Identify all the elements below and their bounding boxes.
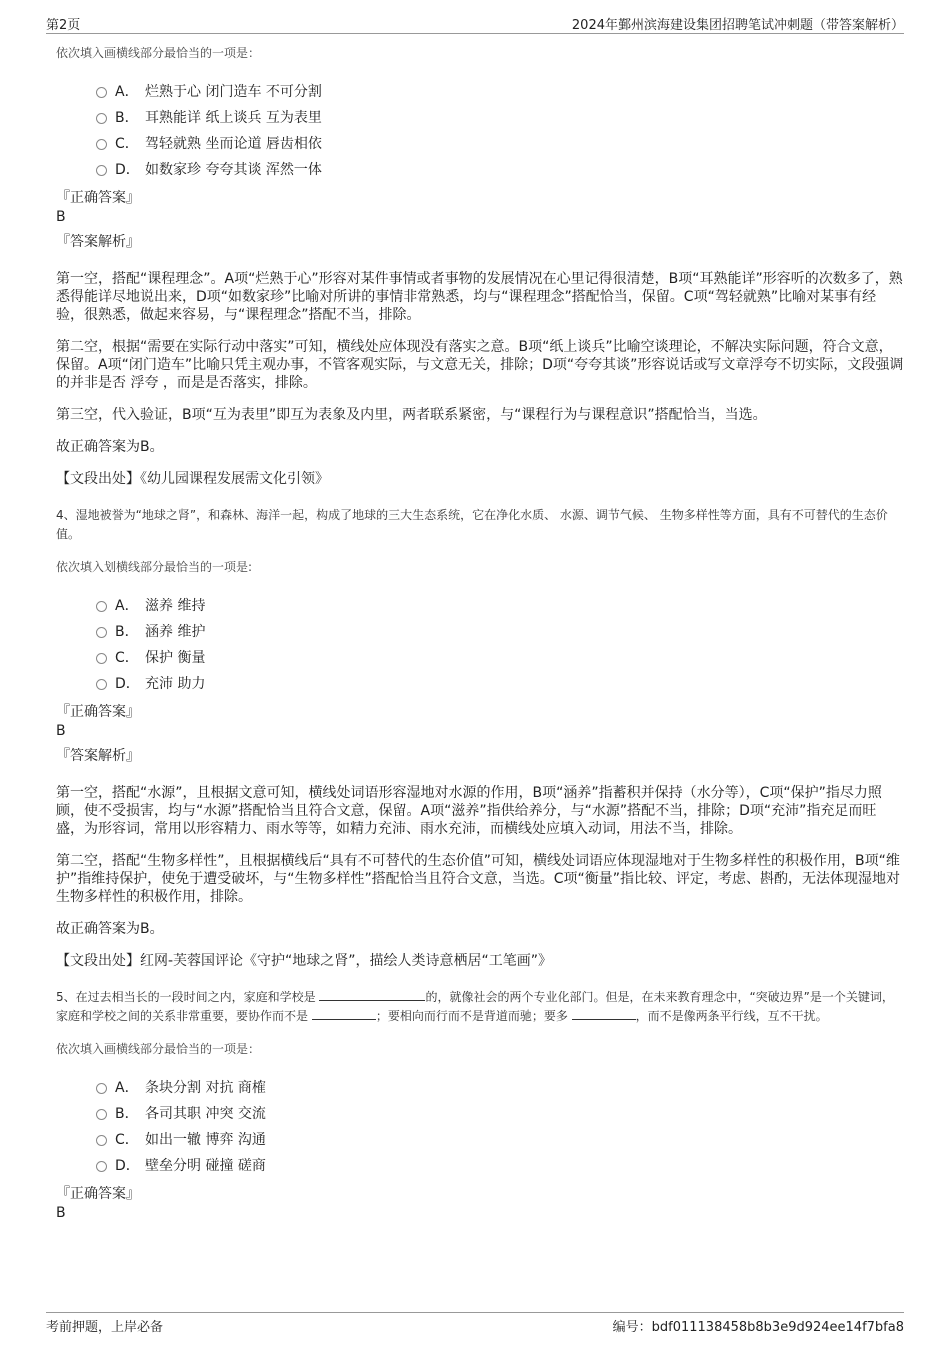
answer-label: 『正确答案』 bbox=[56, 704, 140, 720]
footer-slogan: 考前押题，上岸必备 bbox=[46, 1320, 164, 1335]
analysis-paragraph: 第二空，根据“需要在实际行动中落实”可知，横线处应体现没有落实之意。B项“纸上谈兵”比喻空谈理论，不解决实际问题，符合文意，保留。A项“闭门造车”比喻只凭主观办事，不管客观实际，与文意无关，排除；D项“夸夸其谈”形容说话或写文章浮夸不切实际，文段强调的并非是否 浮夸 ，而是是否落实，排除。 bbox=[56, 339, 904, 391]
answer-label: 『正确答案』 bbox=[56, 190, 140, 206]
analysis-paragraph: 第三空，代入验证，B项“互为表里”即互为表象及内里，两者联系紧密，与“课程行为与课程意识”搭配恰当，当选。 bbox=[56, 407, 767, 423]
option-c[interactable] bbox=[96, 644, 904, 670]
option-text: 驾轻就熟 坐而论道 唇齿相依 bbox=[145, 136, 322, 152]
option-a[interactable] bbox=[96, 78, 904, 104]
radio-icon[interactable] bbox=[96, 1083, 107, 1094]
question-text: 4、湿地被誉为“地球之肾”，和森林、海洋一起，构成了地球的三大生态系统，它在净化水质、 水源、调节气候、 生物多样性等方面，具有不可替代的生态价值。 bbox=[56, 508, 888, 541]
option-b[interactable] bbox=[96, 104, 904, 130]
option-a[interactable] bbox=[96, 592, 904, 618]
option-text: 如数家珍 夸夸其谈 浑然一体 bbox=[145, 162, 322, 178]
option-list bbox=[96, 78, 904, 182]
option-c[interactable] bbox=[96, 1126, 904, 1152]
option-key: B． bbox=[115, 1106, 139, 1122]
option-key: A． bbox=[115, 598, 139, 614]
option-text: 涵养 维护 bbox=[145, 624, 206, 640]
option-key: D． bbox=[115, 1158, 140, 1174]
answer-value: B bbox=[56, 723, 66, 739]
answer-value: B bbox=[56, 1205, 66, 1221]
radio-icon[interactable] bbox=[96, 1161, 107, 1172]
option-key: C． bbox=[115, 136, 139, 152]
question-text-part: ，而不是像两条平行线，互不干扰。 bbox=[635, 1009, 828, 1023]
document-id: 编号：bdf011138458b8b3e9d924ee14f7bfa8 bbox=[612, 1320, 904, 1335]
question-text-part: 5、在过去相当长的一段时间之内，家庭和学校是 bbox=[56, 990, 320, 1004]
radio-icon[interactable] bbox=[96, 1109, 107, 1120]
option-text: 耳熟能详 纸上谈兵 互为表里 bbox=[145, 110, 322, 126]
question-prompt: 依次填入画横线部分最恰当的一项是： bbox=[56, 46, 261, 60]
option-d[interactable] bbox=[96, 156, 904, 182]
option-c[interactable] bbox=[96, 130, 904, 156]
option-d[interactable] bbox=[96, 670, 904, 696]
option-text: 壁垒分明 碰撞 磋商 bbox=[145, 1158, 266, 1174]
option-list bbox=[96, 592, 904, 696]
option-text: 滋养 维持 bbox=[145, 598, 206, 614]
page-footer bbox=[46, 1312, 904, 1336]
option-d[interactable] bbox=[96, 1152, 904, 1178]
page-content bbox=[56, 44, 904, 1222]
radio-icon[interactable] bbox=[96, 601, 107, 612]
analysis-label: 『答案解析』 bbox=[56, 748, 140, 764]
question-text-part: 的，就像社会的两个专业化部门。但是，在未来教育理念中，“突破边界”是一个关键词，家庭和学校之间的关系非常重要，要协作而不是 bbox=[56, 990, 894, 1023]
option-key: C． bbox=[115, 1132, 139, 1148]
radio-icon[interactable] bbox=[96, 627, 107, 638]
option-list bbox=[96, 1074, 904, 1178]
fill-blank bbox=[312, 1008, 376, 1020]
option-text: 如出一辙 博弈 沟通 bbox=[145, 1132, 266, 1148]
radio-icon[interactable] bbox=[96, 113, 107, 124]
radio-icon[interactable] bbox=[96, 87, 107, 98]
option-key: C． bbox=[115, 650, 139, 666]
option-a[interactable] bbox=[96, 1074, 904, 1100]
radio-icon[interactable] bbox=[96, 139, 107, 150]
analysis-paragraph: 第一空，搭配“课程理念”。A项“烂熟于心”形容对某件事情或者事物的发展情况在心里记得很清楚，B项“耳熟能详”形容听的次数多了，熟悉得能详尽地说出来，D项“如数家珍”比喻对所讲的事情非常熟悉，均与“课程理念”搭配恰当，保留。C项“驾轻就熟”比喻对某事有经验，很熟悉，做起来容易，与“课程理念”搭配不当，排除。 bbox=[56, 271, 903, 323]
option-key: A． bbox=[115, 1080, 139, 1096]
option-text: 充沛 助力 bbox=[145, 676, 206, 692]
radio-icon[interactable] bbox=[96, 653, 107, 664]
question-prompt: 依次填入划横线部分最恰当的一项是: bbox=[56, 560, 253, 574]
option-text: 烂熟于心 闭门造车 不可分割 bbox=[145, 84, 322, 100]
option-key: D． bbox=[115, 676, 140, 692]
fill-blank bbox=[572, 1008, 636, 1020]
radio-icon[interactable] bbox=[96, 165, 107, 176]
answer-value: B bbox=[56, 209, 66, 225]
document-title: 2024年鄞州滨海建设集团招聘笔试冲刺题（带答案解析） bbox=[571, 18, 904, 33]
option-b[interactable] bbox=[96, 618, 904, 644]
source-citation: 【文段出处】红网-芙蓉国评论《守护“地球之肾”，描绘人类诗意栖居“工笔画”》 bbox=[56, 953, 553, 969]
option-key: D． bbox=[115, 162, 140, 178]
radio-icon[interactable] bbox=[96, 1135, 107, 1146]
option-key: B． bbox=[115, 110, 139, 126]
option-key: A． bbox=[115, 84, 139, 100]
analysis-label: 『答案解析』 bbox=[56, 234, 140, 250]
question-text bbox=[56, 988, 904, 1026]
source-citation: 【文段出处】《幼儿园课程发展需文化引领》 bbox=[56, 471, 329, 487]
analysis-paragraph: 故正确答案为B。 bbox=[56, 439, 164, 455]
option-text: 各司其职 冲突 交流 bbox=[145, 1106, 266, 1122]
page-number: 第2页 bbox=[46, 18, 81, 33]
page-header bbox=[46, 12, 904, 34]
analysis-paragraph: 第一空，搭配“水源”，且根据文意可知，横线处词语形容湿地对水源的作用，B项“涵养”指蓄积并保持（水分等），C项“保护”指尽力照顾，使不受损害，均与“水源”搭配恰当且符合文意，保留。A项“滋养”指供给养分，与“水源”搭配不当，排除；D项“充沛”指充足而旺盛，为形容词，常用以形容精力、雨水等等，如精力充沛、雨水充沛，而横线处应填入动词，用法不当，排除。 bbox=[56, 785, 882, 837]
answer-label: 『正确答案』 bbox=[56, 1186, 140, 1202]
option-text: 保护 衡量 bbox=[145, 650, 206, 666]
question-text-part: ；要相向而行而不是背道而驰；要多 bbox=[375, 1009, 572, 1023]
analysis-paragraph: 第二空，搭配“生物多样性”，且根据横线后“具有不可替代的生态价值”可知，横线处词语应体现湿地对于生物多样性的积极作用，B项“维护”指维持保护，使免于遭受破坏，与“生物多样性”搭配恰当且符合文意，当选。C项“衡量”指比较、评定，考虑、斟酌，无法体现湿地对生物多样性的积极作用，排除。 bbox=[56, 853, 901, 905]
fill-blank bbox=[319, 989, 425, 1001]
radio-icon[interactable] bbox=[96, 679, 107, 690]
option-text: 条块分割 对抗 商榷 bbox=[145, 1080, 266, 1096]
option-b[interactable] bbox=[96, 1100, 904, 1126]
analysis-paragraph: 故正确答案为B。 bbox=[56, 921, 164, 937]
question-prompt: 依次填入画横线部分最恰当的一项是： bbox=[56, 1042, 261, 1056]
option-key: B． bbox=[115, 624, 139, 640]
